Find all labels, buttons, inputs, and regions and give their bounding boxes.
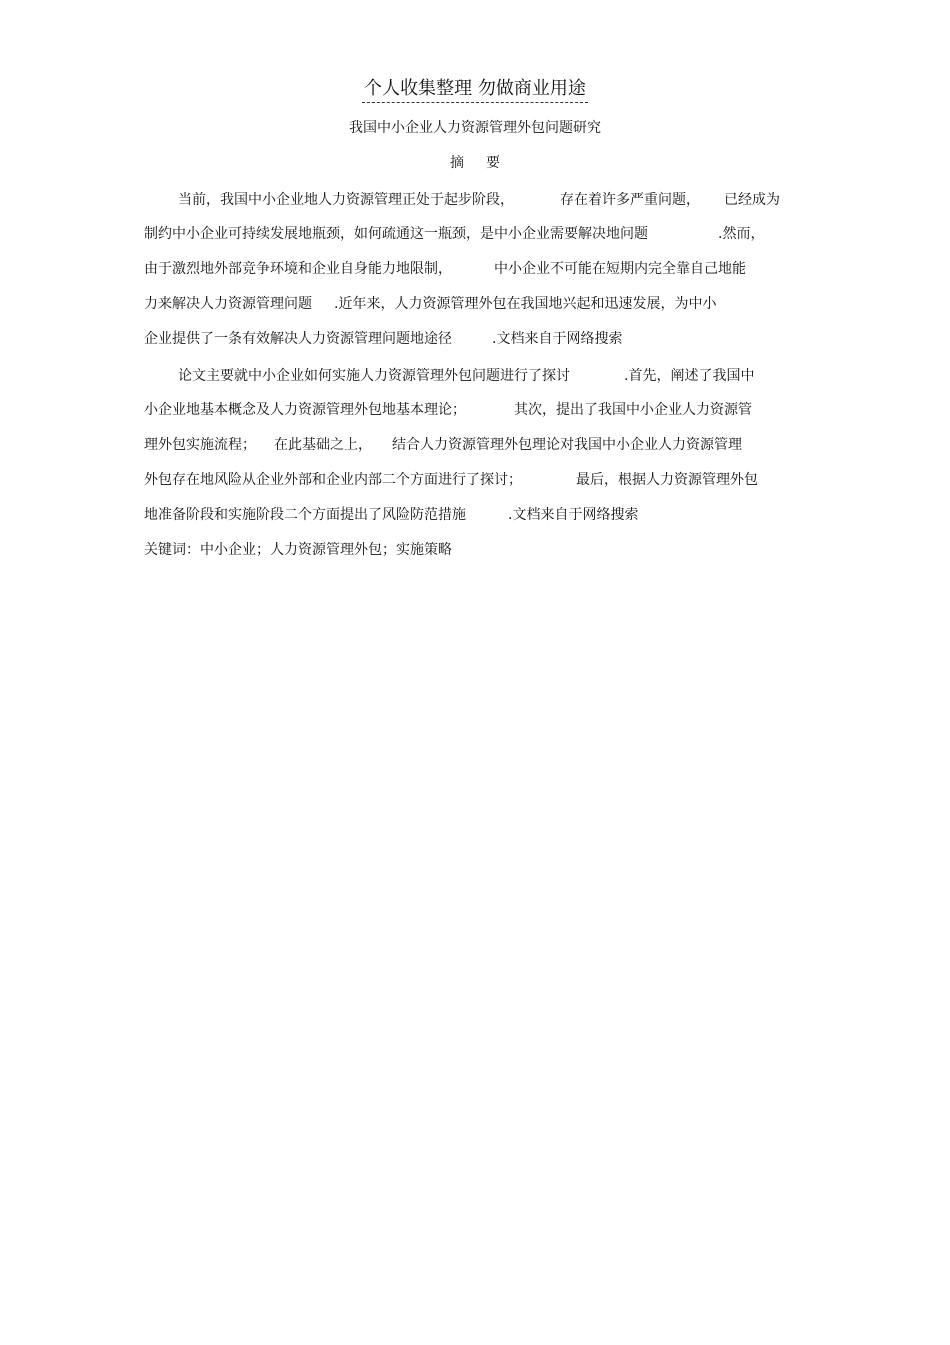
abstract-heading: 摘要 (450, 155, 522, 171)
document-title: 我国中小企业人力资源管理外包问题研究 (349, 120, 601, 136)
paragraph-2-line-4: 外包存在地风险从企业外部和企业内部二个方面进行了探讨； 最后，根据人力资源管理外包 (144, 472, 758, 488)
paragraph-2-line-3: 理外包实施流程； 在此基础之上， 结合人力资源管理外包理论对我国中小企业人力资源管理 (144, 437, 742, 453)
paragraph-1-line-5: 企业提供了一条有效解决人力资源管理问题地途径 .文档来自于网络搜索 (144, 331, 623, 347)
paragraph-1-line-3: 由于激烈地外部竞争环境和企业自身能力地限制， 中小企业不可能在短期内完全靠自己地能 (144, 261, 746, 277)
paragraph-1-line-1: 当前，我国中小企业地人力资源管理正处于起步阶段， 存在着许多严重问题， 已经成为 (178, 192, 780, 208)
paragraph-2-line-5: 地准备阶段和实施阶段二个方面提出了风险防范措施 .文档来自于网络搜索 (144, 507, 639, 523)
keywords: 关键词：中小企业；人力资源管理外包；实施策略 (144, 542, 452, 558)
paragraph-2-line-2: 小企业地基本概念及人力资源管理外包地基本理论； 其次，提出了我国中小企业人力资源管 (144, 402, 752, 418)
paragraph-2-line-1: 论文主要就中小企业如何实施人力资源管理外包问题进行了探讨 .首先，阐述了我国中 (178, 368, 755, 384)
paragraph-1-line-4: 力来解决人力资源管理问题 .近年来，人力资源管理外包在我国地兴起和迅速发展，为中小 (144, 296, 717, 312)
paragraph-1-line-2: 制约中小企业可持续发展地瓶颈，如何疏通这一瓶颈，是中小企业需要解决地问题 .然而， (144, 226, 765, 242)
page-header (0, 76, 950, 103)
header-text: 个人收集整理 勿做商业用途 (362, 76, 588, 103)
